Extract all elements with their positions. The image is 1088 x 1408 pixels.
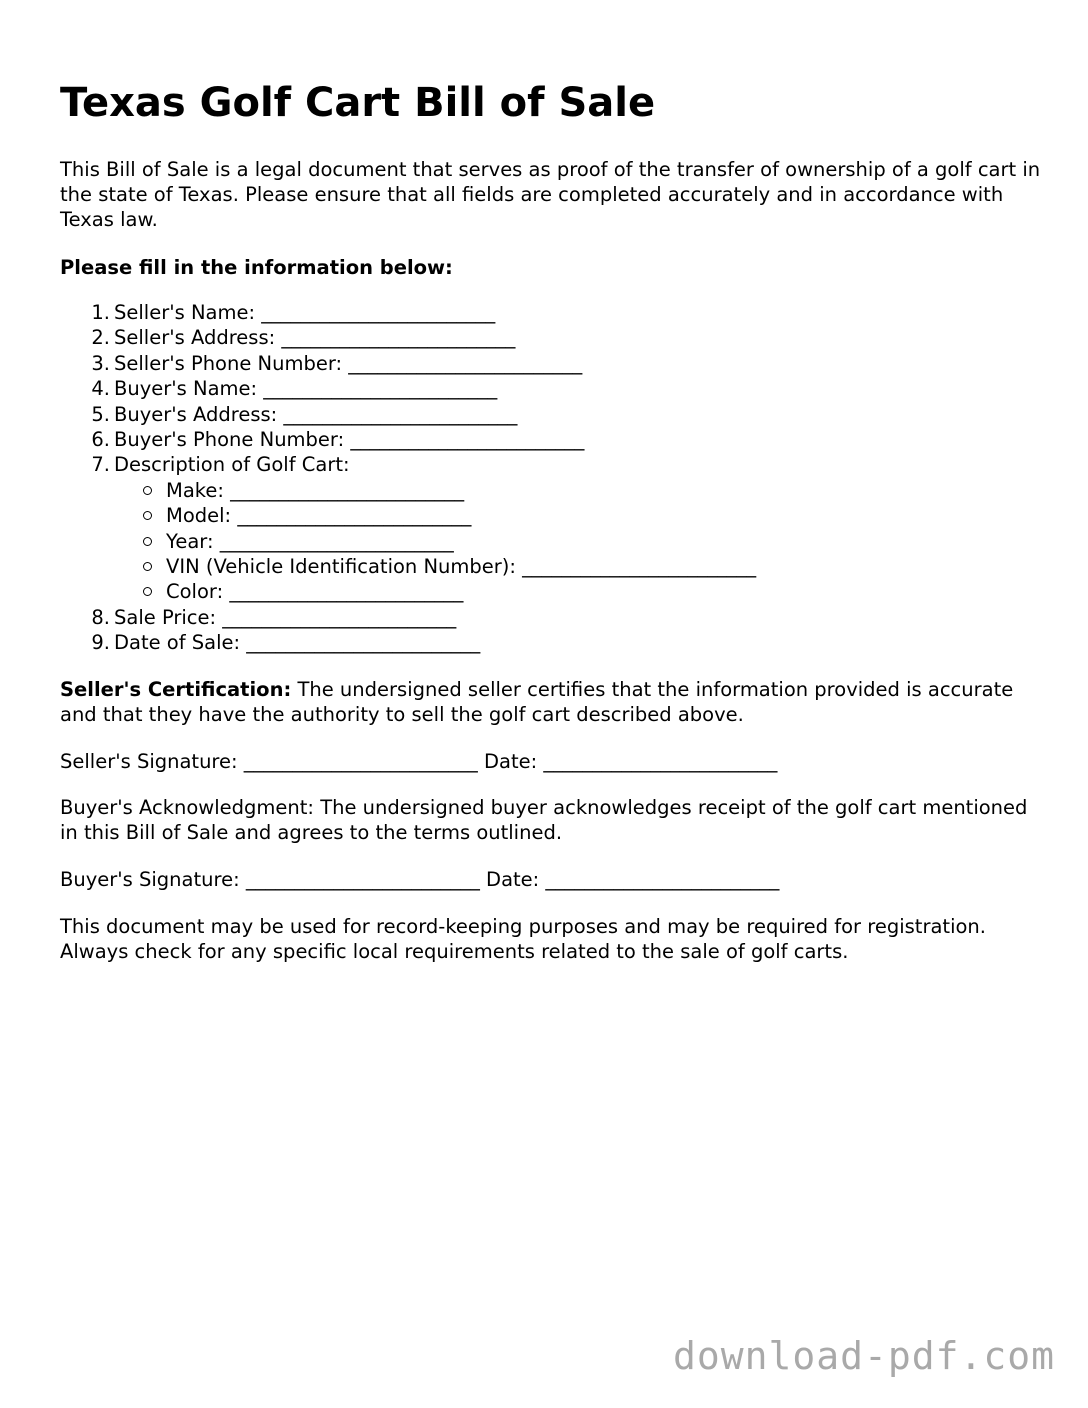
field-vin bbox=[114, 554, 756, 579]
field-number: 2. bbox=[91, 326, 110, 350]
field-seller-address bbox=[60, 325, 756, 350]
field-label: Buyer's Name: ________________________ bbox=[114, 377, 498, 401]
document-title: Texas Golf Cart Bill of Sale bbox=[60, 80, 656, 126]
field-label: Sale Price: ________________________ bbox=[114, 605, 457, 629]
seller-certification-heading: Seller's Certification: bbox=[60, 678, 292, 701]
field-number: 1. bbox=[91, 301, 110, 324]
closing-note: This document may be used for record-keeping purposes and may be required for registration. Always check for any specific local requirements related to the sale of golf carts. bbox=[60, 915, 986, 963]
field-seller-phone bbox=[60, 351, 756, 376]
field-label: Make: ________________________ bbox=[166, 478, 465, 502]
field-year bbox=[114, 529, 756, 554]
field-buyer-phone bbox=[60, 427, 756, 452]
field-seller-name bbox=[60, 300, 756, 325]
intro-paragraph: This Bill of Sale is a legal document that serves as proof of the transfer of ownership of a golf cart in the state of Texas. Please ensure that all fields are completed accurately and in accordance with Texas law. bbox=[60, 158, 1041, 231]
field-number: 3. bbox=[91, 351, 110, 375]
field-label: Seller's Phone Number: ________________________ bbox=[114, 351, 583, 375]
field-label: VIN (Vehicle Identification Number): ________________________ bbox=[166, 555, 757, 579]
seller-certification bbox=[60, 677, 1045, 727]
field-golf-cart-description bbox=[60, 452, 756, 604]
field-model bbox=[114, 503, 756, 528]
golf-cart-details-list bbox=[114, 478, 756, 605]
field-color bbox=[114, 579, 756, 604]
fill-instructions-heading: Please fill in the information below: bbox=[60, 256, 453, 279]
field-label: Seller's Name: ________________________ bbox=[114, 301, 496, 324]
field-number: 6. bbox=[91, 428, 110, 452]
circle-bullet-icon bbox=[143, 537, 152, 546]
buyer-acknowledgment: Buyer's Acknowledgment: The undersigned buyer acknowledges receipt of the golf cart mentioned in this Bill of Sale and agrees to the terms outlined. bbox=[60, 796, 1028, 844]
field-buyer-address bbox=[60, 402, 756, 427]
field-label: Seller's Address: ________________________ bbox=[114, 326, 516, 350]
seller-signature-line: Seller's Signature: ________________________ Date: ________________________ bbox=[60, 750, 778, 773]
field-number: 9. bbox=[91, 631, 110, 655]
field-sale-price bbox=[60, 605, 756, 630]
field-label: Buyer's Address: ________________________ bbox=[114, 402, 518, 426]
field-label: Model: ________________________ bbox=[166, 504, 472, 528]
field-label: Color: ________________________ bbox=[166, 580, 464, 604]
field-buyer-name bbox=[60, 376, 756, 401]
buyer-signature-line: Buyer's Signature: ________________________ Date: ________________________ bbox=[60, 868, 780, 891]
field-label: Year: ________________________ bbox=[166, 529, 454, 553]
field-label: Description of Golf Cart: bbox=[114, 453, 350, 477]
field-date-of-sale bbox=[60, 630, 756, 655]
seller-certification-text: The undersigned seller certifies that the information provided is accurate and that they have the authority to sell the golf cart described above. bbox=[60, 678, 1014, 726]
watermark: download-pdf.com bbox=[672, 1334, 1055, 1378]
circle-bullet-icon bbox=[143, 562, 152, 571]
field-label: Date of Sale: ________________________ bbox=[114, 631, 481, 655]
field-label: Buyer's Phone Number: ________________________ bbox=[114, 428, 585, 452]
field-number: 4. bbox=[91, 377, 110, 401]
circle-bullet-icon bbox=[143, 511, 152, 520]
circle-bullet-icon bbox=[143, 587, 152, 596]
field-number: 8. bbox=[91, 605, 110, 629]
field-number: 5. bbox=[91, 402, 110, 426]
field-number: 7. bbox=[91, 453, 110, 477]
circle-bullet-icon bbox=[143, 486, 152, 495]
fields-list bbox=[60, 300, 756, 656]
field-make bbox=[114, 478, 756, 503]
